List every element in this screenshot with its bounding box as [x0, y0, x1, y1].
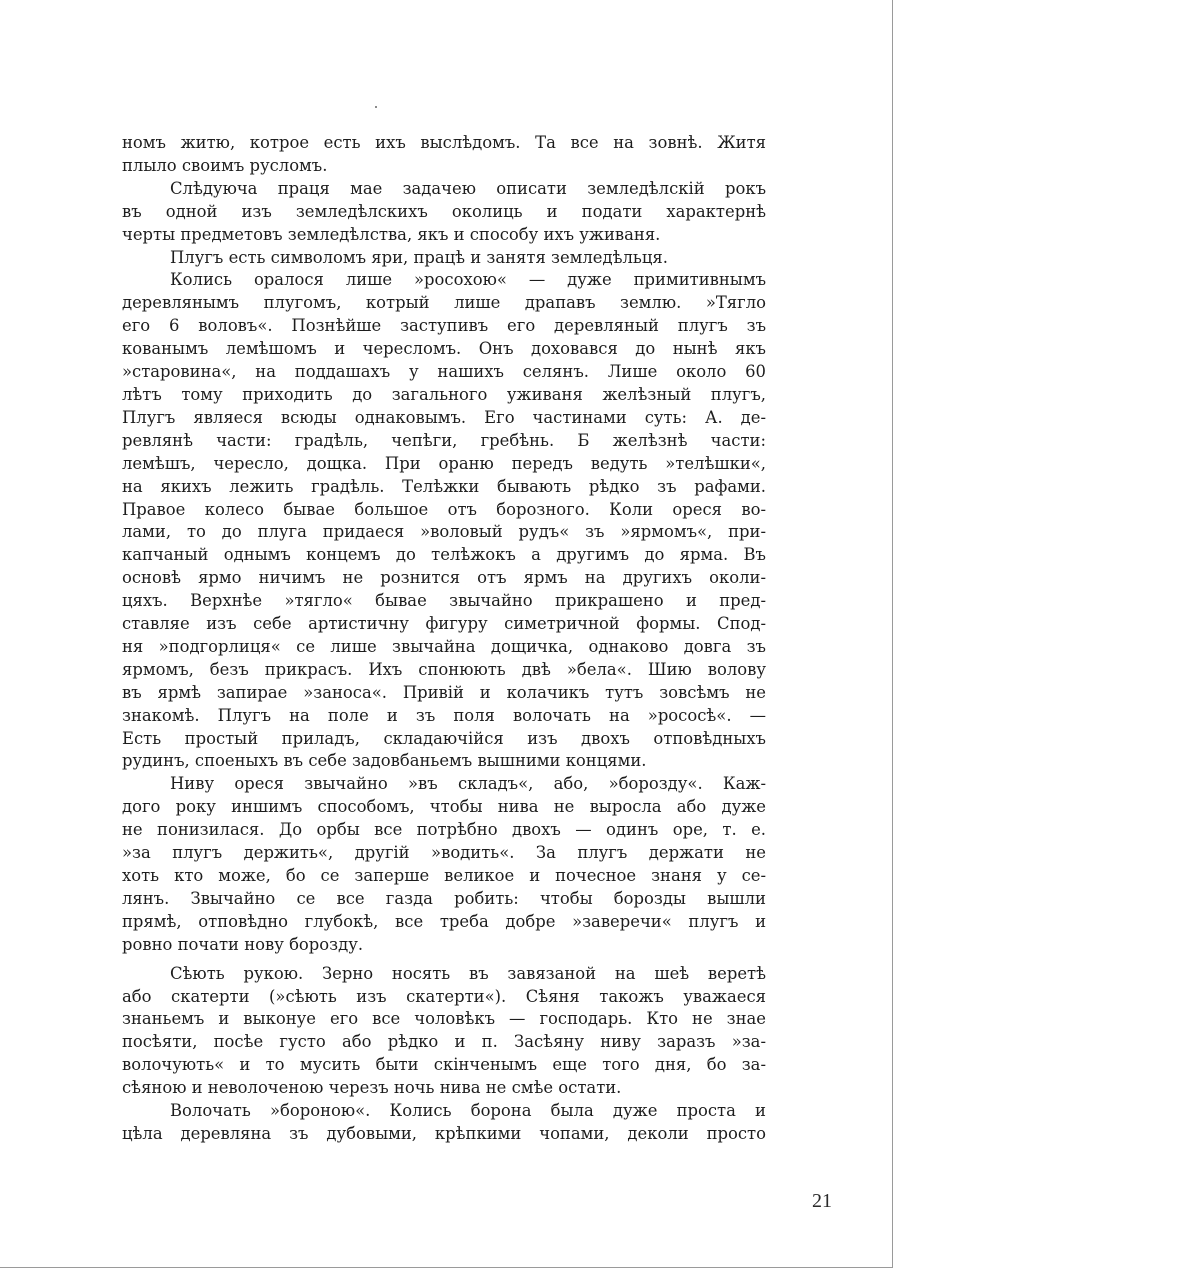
- text-line: Есть простый приладъ, складаючійся изъ двохъ отповѣдныхъ: [122, 728, 766, 748]
- text-line: знакомѣ. Плугъ на поле и зъ поля волочать на »рососѣ«. —: [122, 705, 766, 725]
- text-line: кованымъ лемѣшомъ и чересломъ. Онъ доховався до нынѣ якъ: [122, 339, 766, 359]
- text-line: плыло своимъ русломъ.: [122, 155, 328, 175]
- paragraph: [122, 132, 766, 178]
- text-line: въ ярмѣ запирае »заноса«. Привій и колачикъ тутъ зовсѣмъ не: [122, 682, 766, 702]
- text-line: ярмомъ, безъ прикрасъ. Ихъ спонюють двѣ »бела«. Шию волову: [122, 659, 766, 679]
- paragraph: [122, 247, 766, 270]
- text-line: »старовина«, на поддашахъ у нашихъ селянъ. Лише около 60: [122, 362, 766, 382]
- text-line: цяхъ. Верхнѣе »тягло« бывае звычайно прикрашено и пред-: [122, 591, 766, 611]
- text-line: основѣ ярмо ничимъ не рознится отъ ярмъ на другихъ околи-: [122, 568, 766, 588]
- text-line: номъ житю, котрое есть ихъ выслѣдомъ. Та все на зовнѣ. Житя: [122, 133, 766, 152]
- text-line: або скатерти (»сѣють изъ скатерти«). Сѣяня такожъ уважаеся: [122, 986, 766, 1006]
- text-line: дого року иншимъ способомъ, чтобы нива не выросла або дуже: [122, 797, 766, 817]
- text-line: Колись оралося лише »росохою« — дуже примитивнымъ: [170, 270, 766, 290]
- text-line: Плугъ есть символомъ яри, працѣ и занятя земледѣльця.: [170, 247, 668, 267]
- paragraph: [122, 963, 766, 1100]
- scan-speck: [375, 106, 377, 108]
- text-line: деревлянымъ плугомъ, котрый лише драпавъ землю. »Тягло: [122, 293, 766, 313]
- text-line: цѣла деревляна зъ дубовыми, крѣпкими чопами, деколи просто: [122, 1123, 766, 1143]
- text-line: лѣтъ тому приходить до загального уживаня желѣзный плугъ,: [122, 384, 766, 404]
- text-line: не понизилася. До орбы все потрѣбно двохъ — одинъ оре, т. е.: [122, 820, 766, 840]
- text-line: лянъ. Звычайно се все газда робить: чтобы борозды вышли: [122, 888, 766, 908]
- text-line: ня »подгорлиця« се лише звычайна дощичка, однаково довга зъ: [122, 636, 766, 656]
- paragraph: [122, 269, 766, 773]
- text-line: ревлянѣ части: градѣль, чепѣги, гребѣнь. Б желѣзнѣ части:: [122, 430, 766, 450]
- paragraph: [122, 773, 766, 956]
- text-line: сѣяною и неволоченою черезъ ночь нива не смѣе остати.: [122, 1078, 622, 1098]
- text-line: Сѣють рукою. Зерно носять въ завязаной на шеѣ веретѣ: [170, 963, 766, 983]
- text-line: Ниву ореся звычайно »въ складъ«, або, »борозду«. Каж-: [170, 774, 766, 794]
- paragraph: [122, 178, 766, 247]
- text-line: лемѣшъ, чересло, дощка. При ораню передъ ведуть »телѣшки«,: [122, 453, 766, 473]
- text-line: волочують« и то мусить быти скінченымъ еще того дня, бо за-: [122, 1055, 766, 1075]
- text-line: Правое колесо бывае большое отъ борозного. Коли ореся во-: [122, 499, 766, 519]
- text-line: рудинъ, споеныхъ въ себе задовбаньемъ вышними концями.: [122, 751, 647, 771]
- text-line: Плугъ являеся всюды однаковымъ. Его частинами суть: А. де-: [122, 407, 766, 427]
- text-line: ставляе изъ себе артистичну фигуру симетричной формы. Спод-: [122, 614, 766, 634]
- text-line: хоть кто може, бо се заперше великое и почесное знаня у се-: [122, 866, 766, 885]
- text-line: на якихъ лежить градѣль. Телѣжки бывають рѣдко зъ рафами.: [122, 476, 766, 496]
- text-line: »за плугъ держить«, другій »водить«. За плугъ держати не: [122, 843, 766, 863]
- text-line: Слѣдуюча праця мае задачею описати земледѣлскій рокъ: [170, 178, 766, 198]
- text-line: черты предметовъ земледѣлства, якъ и способу ихъ уживаня.: [122, 224, 661, 244]
- text-line: ровно почати нову борозду.: [122, 934, 364, 954]
- paragraph: [122, 1100, 766, 1146]
- text-line: капчаный однымъ концемъ до телѣжокъ а другимъ до ярма. Въ: [122, 545, 766, 565]
- text-line: его 6 воловъ«. Познѣйше заступивъ его деревляный плугъ зъ: [122, 316, 766, 336]
- text-line: прямѣ, отповѣдно глубокѣ, все треба добре »заверечи« плугъ и: [122, 911, 766, 931]
- text-line: въ одной изъ земледѣлскихъ околиць и подати характернѣ: [122, 201, 766, 221]
- text-line: посѣяти, посѣе густо або рѣдко и п. Засѣяну ниву заразъ »за-: [122, 1032, 766, 1052]
- text-line: Волочать »бороною«. Колись борона была дуже проста и: [170, 1101, 766, 1121]
- page-number: 21: [812, 1190, 832, 1212]
- text-line: лами, то до плуга придаеся »воловый рудъ« зъ »ярмомъ«, при-: [122, 522, 766, 542]
- body-text: [122, 132, 766, 1146]
- text-line: знаньемъ и выконуе его все чоловѣкъ — господарь. Кто не знае: [122, 1009, 766, 1029]
